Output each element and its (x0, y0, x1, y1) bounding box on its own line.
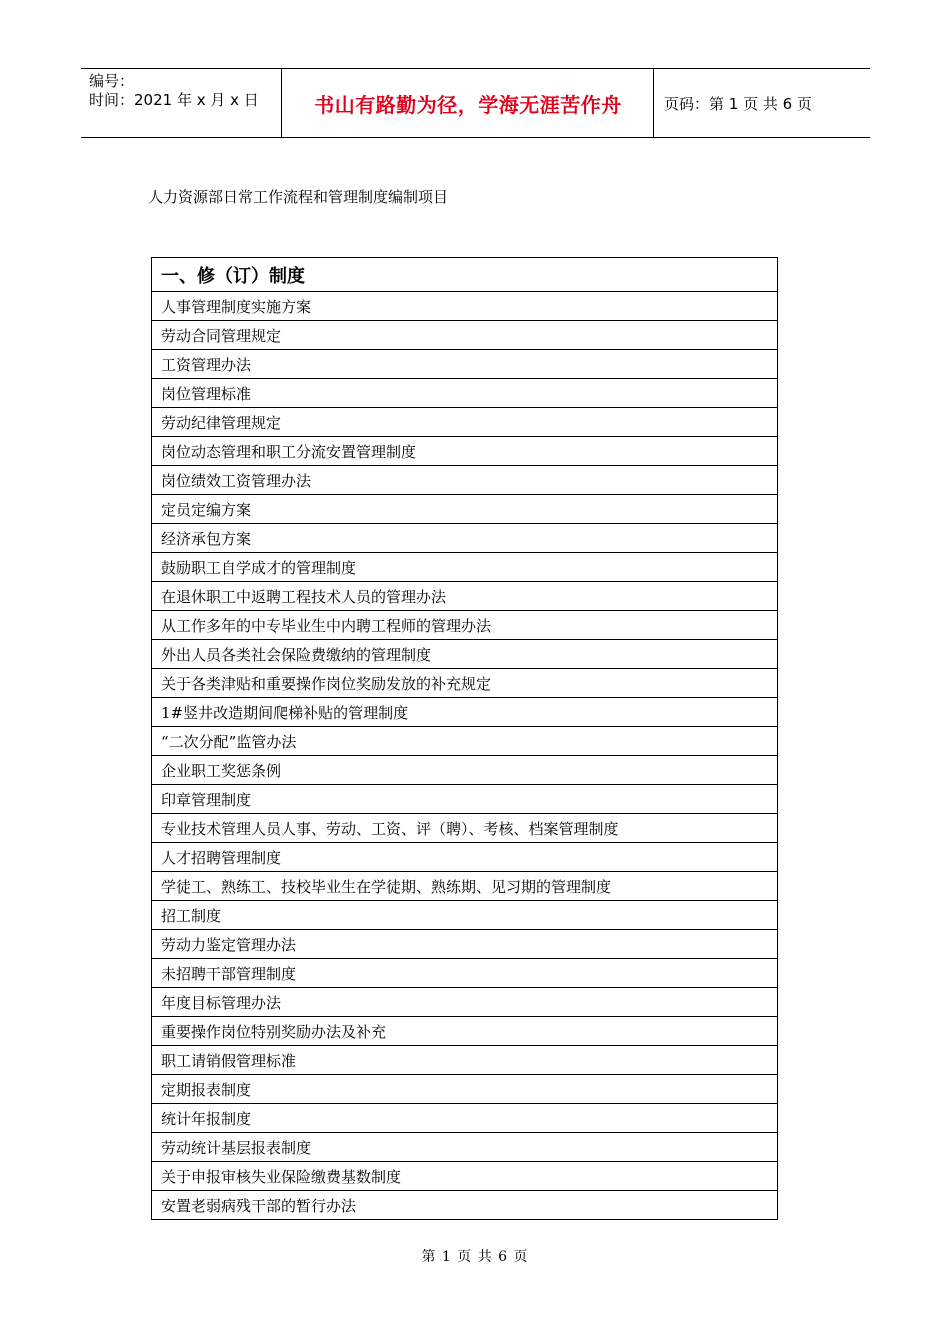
table-row: 安置老弱病残干部的暂行办法 (161, 1196, 357, 1215)
table-row: 职工请销假管理标准 (152, 1046, 777, 1075)
table-row: 招工制度 (152, 901, 777, 930)
table-row: 经济承包方案 (152, 524, 777, 553)
table-row: 未招聘干部管理制度 (152, 959, 777, 988)
table-row: 企业职工奖惩条例 (152, 756, 777, 785)
date-label: 时间：2021 年 x 月 x 日 (89, 91, 259, 109)
table-row: 关于申报审核失业保险缴费基数制度 (152, 1162, 777, 1191)
table-row: 1#竖井改造期间爬梯补贴的管理制度 (152, 698, 777, 727)
header-meta (81, 69, 282, 137)
table-row: 统计年报制度 (152, 1104, 777, 1133)
table-row: 岗位绩效工资管理办法 (152, 466, 777, 495)
table-row: 专业技术管理人员人事、劳动、工资、评（聘）、考核、档案管理制度 (152, 814, 777, 843)
table-row: 在退休职工中返聘工程技术人员的管理办法 (152, 582, 777, 611)
table-rows (152, 292, 777, 1219)
document-title: 人力资源部日常工作流程和管理制度编制项目 (148, 188, 449, 206)
table-row: 定期报表制度 (152, 1075, 777, 1104)
table-row: “二次分配”监管办法 (152, 727, 777, 756)
table-row: 外出人员各类社会保险费缴纳的管理制度 (152, 640, 777, 669)
table-row: 鼓励职工自学成才的管理制度 (152, 553, 777, 582)
table-row: 重要操作岗位特别奖励办法及补充 (152, 1017, 777, 1046)
table-row: 岗位动态管理和职工分流安置管理制度 (152, 437, 777, 466)
table-row: 劳动纪律管理规定 (152, 408, 777, 437)
table-row: 年度目标管理办法 (152, 988, 777, 1017)
table-row: 劳动合同管理规定 (152, 321, 777, 350)
table-row: 人才招聘管理制度 (152, 843, 777, 872)
page-footer: 第 1 页 共 6 页 (421, 1249, 529, 1265)
table-row: 岗位管理标准 (152, 379, 777, 408)
table-row: 定员定编方案 (152, 495, 777, 524)
table-row: 人事管理制度实施方案 (152, 292, 777, 321)
table-row: 学徒工、熟练工、技校毕业生在学徒期、熟练期、见习期的管理制度 (152, 872, 777, 901)
header-motto: 书山有路勤为径，学海无涯苦作舟 (283, 69, 654, 137)
header-page-info: 页码：第 1 页 共 6 页 (664, 94, 812, 113)
table-heading: 一、修（订）制度 (152, 258, 777, 292)
table-row: 关于各类津贴和重要操作岗位奖励发放的补充规定 (152, 669, 777, 698)
table-row: 劳动力鉴定管理办法 (152, 930, 777, 959)
table-row: 劳动统计基层报表制度 (152, 1133, 777, 1162)
page-header (81, 68, 870, 138)
table-row: 工资管理办法 (152, 350, 777, 379)
table-row: 从工作多年的中专毕业生中内聘工程师的管理办法 (152, 611, 777, 640)
table-row: 印章管理制度 (152, 785, 777, 814)
number-label: 编号： (89, 72, 135, 90)
regulations-table (151, 257, 778, 1220)
